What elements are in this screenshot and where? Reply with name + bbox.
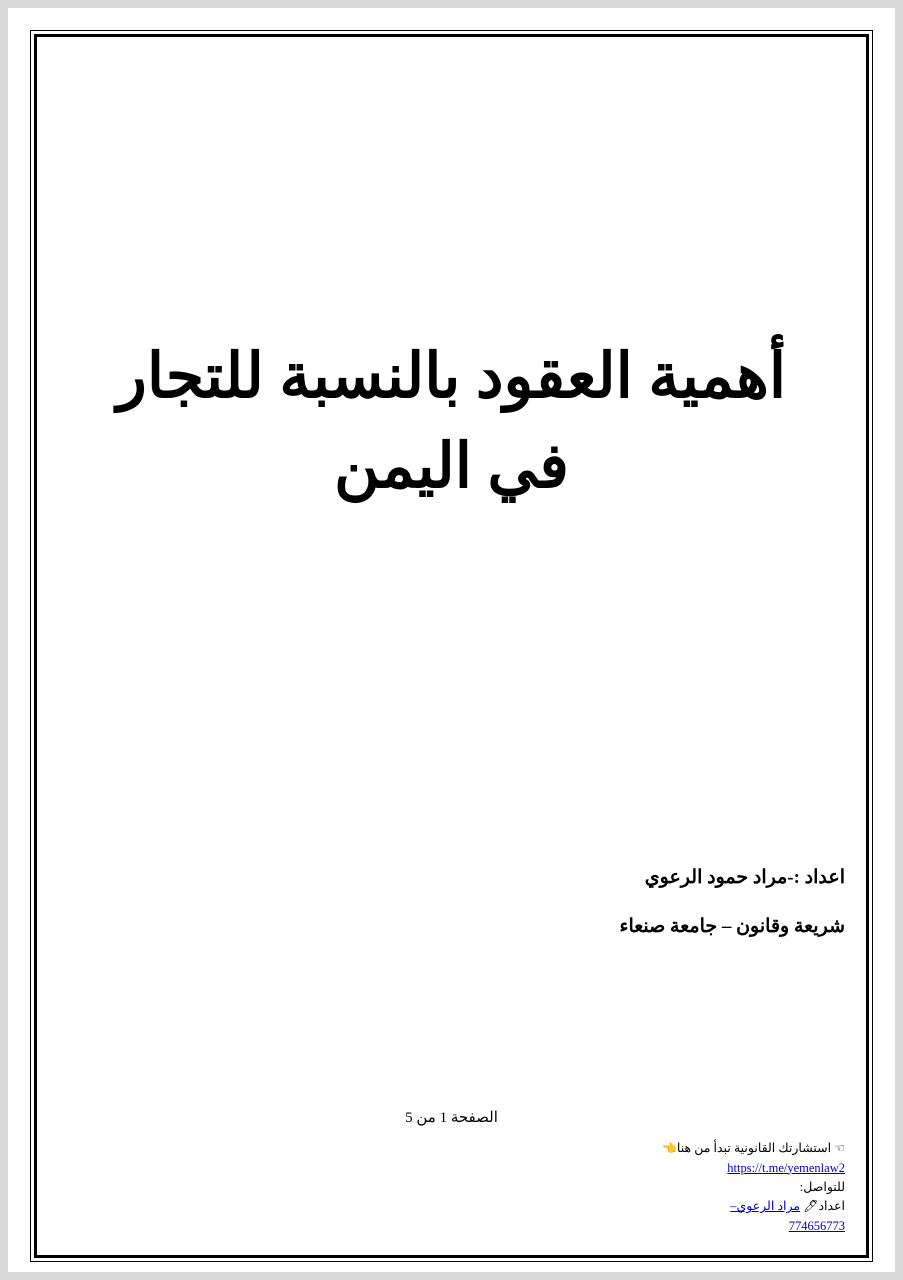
prepared-by-name[interactable]: مراد الرعوي: [736, 1199, 801, 1214]
dash-separator: –: [730, 1199, 737, 1214]
promo-line: [515, 1139, 845, 1158]
author-affiliation-line: شريعة وقانون – جامعة صنعاء: [619, 916, 845, 937]
telegram-link[interactable]: https://t.me/yemenlaw2: [727, 1160, 845, 1175]
promo-text: استشارتك القانونية تبدأ من هنا: [676, 1141, 832, 1156]
telegram-link-row[interactable]: [515, 1159, 845, 1178]
author-name-line: اعداد :-مراد حمود الرعوي: [644, 867, 845, 888]
phone-number[interactable]: 774656773: [788, 1218, 845, 1233]
page-number: الصفحة 1 من 5: [405, 1110, 498, 1126]
document-page: [8, 8, 895, 1272]
pen-icon: 🖊: [803, 1199, 819, 1214]
page-content: [48, 48, 855, 1246]
pointing-left-icon: ☜: [834, 1141, 845, 1156]
prepared-by-label: اعداد: [818, 1199, 845, 1214]
footer-promo-block: [515, 1139, 845, 1236]
prepared-by-row: [515, 1197, 845, 1216]
author-block: [78, 866, 845, 964]
pointing-hand-icon: 👈: [661, 1141, 677, 1156]
document-title: أهمية العقود بالنسبة للتجار في اليمن: [116, 343, 787, 501]
phone-row[interactable]: [515, 1217, 845, 1236]
contact-label-row: [515, 1178, 845, 1197]
contact-label: للتواصل:: [799, 1179, 845, 1194]
